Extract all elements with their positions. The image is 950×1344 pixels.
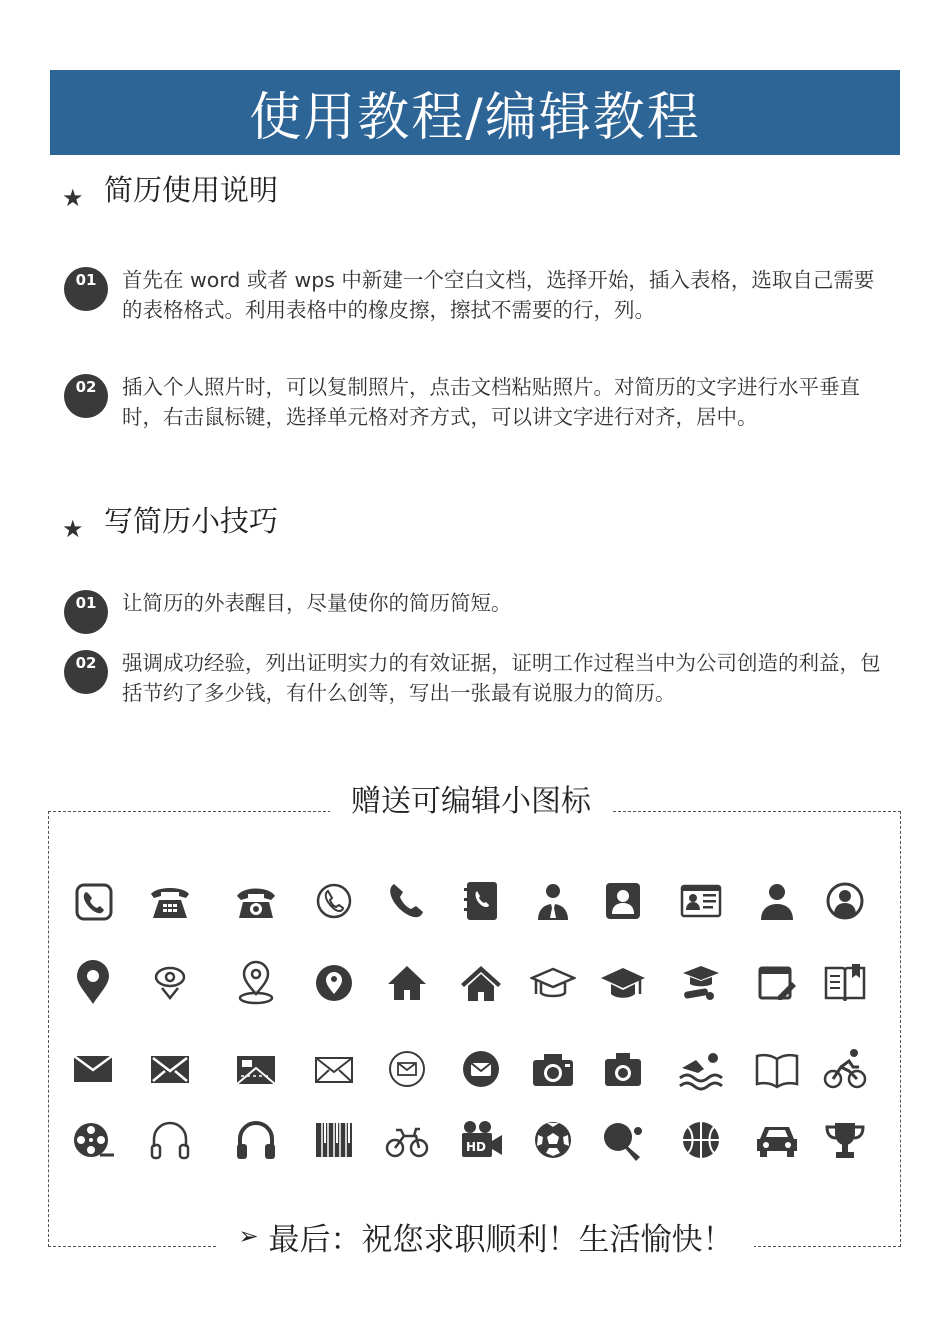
- closing-text: 最后：祝您求职顺利！生活愉快！: [268, 1221, 734, 1258]
- step-number-badge: 02: [64, 650, 108, 694]
- camera-icon: [530, 1046, 576, 1092]
- closing-line: [218, 1214, 754, 1258]
- mail-circle-icon: [458, 1046, 504, 1092]
- location-marker-icon: [233, 960, 279, 1006]
- location-outline-icon: [147, 960, 193, 1006]
- ping-pong-icon: [600, 1117, 646, 1163]
- mail-thin-icon: [311, 1046, 357, 1092]
- soccer-ball-icon: [530, 1117, 576, 1163]
- star-icon: ★: [62, 184, 84, 212]
- phone-circle-outline-icon: [311, 878, 357, 924]
- mail-outline-icon: [147, 1046, 193, 1092]
- tip-text: 让简历的外表醒目，尽量使你的简历简短。: [122, 591, 512, 615]
- trophy-icon: [822, 1117, 868, 1163]
- mail-envelope-icon: [70, 1046, 116, 1092]
- car-icon: [754, 1117, 800, 1163]
- home-icon: [384, 960, 430, 1006]
- svg-text:HD: HD: [466, 1140, 487, 1154]
- step-number-badge: 01: [64, 590, 108, 634]
- hd-video-camera-icon: [458, 1117, 504, 1163]
- phone-square-icon: [70, 878, 116, 924]
- edit-note-icon: [754, 960, 800, 1006]
- headphones-outline-icon: [147, 1117, 193, 1163]
- diploma-icon: [678, 960, 724, 1006]
- step-text: 插入个人照片时，可以复制照片，点击文档粘贴照片。对简历的文字进行水平垂直时，右击鼠标键，选择单元格对齐方式，可以讲文字进行对齐，居中。: [122, 375, 860, 429]
- mail-stamp-icon: [233, 1046, 279, 1092]
- retro-phone-icon: [233, 878, 279, 924]
- camera-solid-icon: [600, 1046, 646, 1092]
- piano-icon: [311, 1117, 357, 1163]
- page-title-banner: [50, 70, 900, 155]
- basketball-icon: [678, 1117, 724, 1163]
- swimming-icon: [678, 1046, 724, 1092]
- tip-text: 强调成功经验，列出证明实力的有效证据，证明工作过程当中为公司创造的利益，包括节约了多少钱，有什么创等，写出一张最有说服力的简历。: [122, 651, 881, 705]
- open-book-icon: [754, 1046, 800, 1092]
- user-circle-icon: [822, 878, 868, 924]
- phone-handset-icon: [384, 878, 430, 924]
- phonebook-icon: [458, 878, 504, 924]
- user-tie-icon: [530, 878, 576, 924]
- step-number-badge: 02: [64, 374, 108, 418]
- cycling-icon: [822, 1046, 868, 1092]
- section-title: 写简历小技巧: [104, 504, 279, 538]
- arrow-icon: ➢: [238, 1222, 259, 1250]
- icon-showcase-box: [48, 811, 901, 1247]
- icon-showcase-title: 赠送可编辑小图标: [330, 782, 612, 822]
- star-icon: ★: [62, 515, 84, 543]
- page-title: 使用教程/编辑教程: [249, 88, 701, 148]
- user-icon: [754, 878, 800, 924]
- headphones-icon: [233, 1117, 279, 1163]
- bicycle-icon: [384, 1117, 430, 1163]
- location-circle-icon: [311, 960, 357, 1006]
- mail-circle-outline-icon: [384, 1046, 430, 1092]
- step-number-badge: 01: [64, 267, 108, 311]
- film-reel-icon: [70, 1117, 116, 1163]
- book-bookmark-icon: [822, 960, 868, 1006]
- graduation-cap-icon: [600, 960, 646, 1006]
- id-card-icon: [678, 878, 724, 924]
- step-text: 首先在 word 或者 wps 中新建一个空白文档，选择开始，插入表格，选取自己需要的表格格式。利用表格中的橡皮擦，擦拭不需要的行，列。: [122, 268, 875, 322]
- graduation-cap-outline-icon: [530, 960, 576, 1006]
- section-title: 简历使用说明: [104, 173, 279, 207]
- user-square-icon: [600, 878, 646, 924]
- telephone-desk-icon: [147, 878, 193, 924]
- location-pin-icon: [70, 960, 116, 1006]
- home-outline-icon: [458, 960, 504, 1006]
